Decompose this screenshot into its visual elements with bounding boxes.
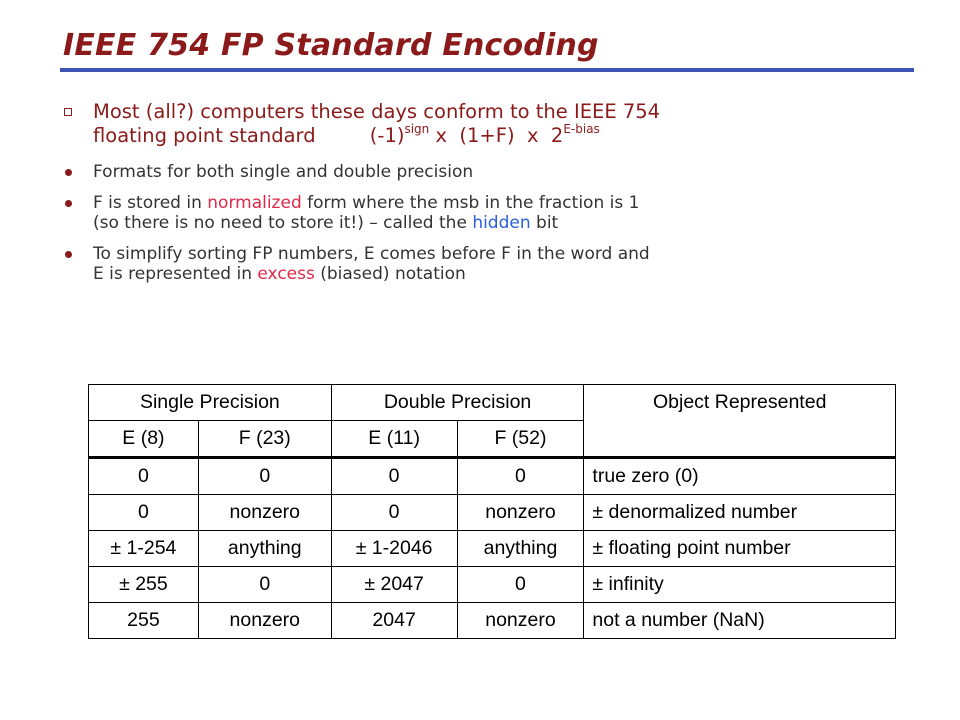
text-span: form where the msb in the fraction is 1 bbox=[301, 193, 640, 213]
object-represented-header: Object Represented bbox=[584, 385, 896, 458]
formula-body: x (1+F) x 2 bbox=[429, 124, 564, 147]
main-bullet-line-1: Most (all?) computers these days conform to the IEEE 754 bbox=[93, 100, 661, 123]
table-cell-object: true zero (0) bbox=[584, 458, 896, 495]
f23-header: F (23) bbox=[198, 421, 331, 458]
table-cell: ± 2047 bbox=[331, 567, 457, 603]
table-cell: anything bbox=[457, 531, 584, 567]
main-bullet bbox=[60, 100, 920, 148]
table-cell-object: not a number (NaN) bbox=[584, 603, 896, 639]
sub-bullet-normalized bbox=[60, 193, 920, 233]
main-bullet-line-2-text: floating point standard bbox=[93, 124, 316, 147]
fp-formula bbox=[370, 124, 600, 147]
table-cell: nonzero bbox=[457, 603, 584, 639]
formula-sign-exponent: sign bbox=[404, 122, 430, 136]
slide-title: IEEE 754 FP Standard Encoding bbox=[63, 28, 599, 63]
table-cell: 0 bbox=[198, 458, 331, 495]
table-cell: 0 bbox=[457, 458, 584, 495]
sub-bullet-line-2 bbox=[93, 264, 920, 284]
table-row bbox=[89, 458, 896, 495]
encoding-table bbox=[88, 384, 896, 639]
sub-bullet-line-1: To simplify sorting FP numbers, E comes before F in the word and bbox=[93, 244, 650, 264]
text-span: E is represented in bbox=[93, 264, 258, 284]
bullet-list bbox=[60, 100, 920, 295]
dot-bullet-icon bbox=[65, 251, 72, 258]
sub-bullet-line-1 bbox=[93, 193, 920, 213]
table-cell: ± 1-2046 bbox=[331, 531, 457, 567]
title-underline bbox=[60, 68, 914, 72]
table-cell-object: ± infinity bbox=[584, 567, 896, 603]
table-cell: 0 bbox=[198, 567, 331, 603]
highlight-normalized: normalized bbox=[207, 193, 302, 213]
table-cell-object: ± floating point number bbox=[584, 531, 896, 567]
table-cell: 255 bbox=[89, 603, 199, 639]
f52-header: F (52) bbox=[457, 421, 584, 458]
sub-bullet-line-2 bbox=[93, 213, 920, 233]
table-row bbox=[89, 531, 896, 567]
table-row bbox=[89, 567, 896, 603]
table-cell: 0 bbox=[89, 495, 199, 531]
sub-bullet-excess bbox=[60, 244, 920, 284]
table-cell: 0 bbox=[331, 495, 457, 531]
formula-sign-base: (-1) bbox=[369, 124, 405, 147]
table-cell: ± 255 bbox=[89, 567, 199, 603]
dot-bullet-icon bbox=[65, 200, 72, 207]
double-precision-header: Double Precision bbox=[331, 385, 584, 421]
text-span: F is stored in bbox=[93, 193, 208, 213]
e11-header: E (11) bbox=[331, 421, 457, 458]
table-cell: anything bbox=[198, 531, 331, 567]
e8-header: E (8) bbox=[89, 421, 199, 458]
sub-bullet-text: Formats for both single and double precision bbox=[93, 162, 474, 182]
table-cell: nonzero bbox=[457, 495, 584, 531]
text-span: (biased) notation bbox=[314, 264, 466, 284]
dot-bullet-icon bbox=[65, 169, 72, 176]
single-precision-header: Single Precision bbox=[89, 385, 332, 421]
table-cell: ± 1-254 bbox=[89, 531, 199, 567]
main-bullet-line-2 bbox=[93, 124, 920, 148]
text-span: (so there is no need to store it!) – called the bbox=[93, 213, 473, 233]
table-header-row bbox=[89, 385, 896, 421]
sub-bullet-list bbox=[60, 162, 920, 284]
table-cell: nonzero bbox=[198, 495, 331, 531]
text-span: bit bbox=[530, 213, 559, 233]
highlight-hidden: hidden bbox=[472, 213, 531, 233]
formula-exponent: E-bias bbox=[563, 122, 600, 136]
table-row bbox=[89, 603, 896, 639]
highlight-excess: excess bbox=[257, 264, 315, 284]
square-bullet-icon bbox=[64, 108, 72, 116]
table-row bbox=[89, 495, 896, 531]
table-cell: 0 bbox=[89, 458, 199, 495]
table-cell: 0 bbox=[457, 567, 584, 603]
table-cell: 2047 bbox=[331, 603, 457, 639]
table-cell: nonzero bbox=[198, 603, 331, 639]
sub-bullet-formats bbox=[60, 162, 920, 182]
table-cell-object: ± denormalized number bbox=[584, 495, 896, 531]
table-cell: 0 bbox=[331, 458, 457, 495]
